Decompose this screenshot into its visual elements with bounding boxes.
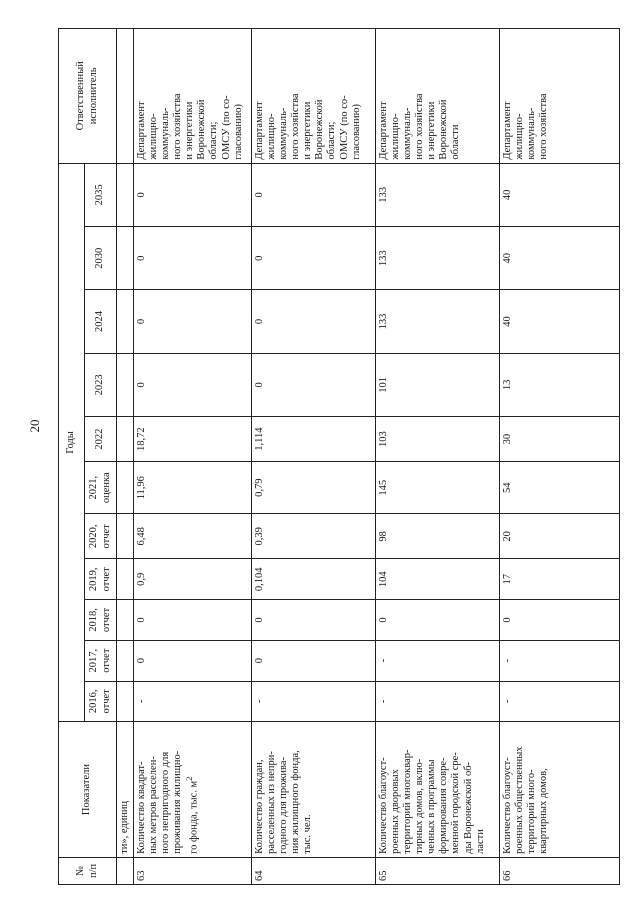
rotated-page: [58, 28, 620, 885]
rotated-table-container: [58, 28, 620, 885]
row-num: 64: [252, 857, 376, 884]
header-year: 2035: [85, 163, 117, 226]
row-value: 0: [134, 640, 252, 681]
row-value: 133: [376, 227, 500, 290]
continuation-num: [117, 857, 134, 884]
header-year: 2016, отчет: [85, 681, 117, 722]
header-year: 2017, отчет: [85, 640, 117, 681]
row-value: 103: [376, 417, 500, 462]
table-row: [376, 29, 500, 885]
row-value: -: [500, 681, 620, 722]
row-value: 0,9: [134, 559, 252, 600]
row-num: 65: [376, 857, 500, 884]
continuation-indicator: ти», единиц: [117, 722, 134, 858]
row-value: 0,79: [252, 462, 376, 514]
header-year: 2023: [85, 353, 117, 416]
row-value: 40: [500, 163, 620, 226]
page-number: 20: [27, 419, 42, 433]
row-value: 0: [134, 600, 252, 641]
row-value: 0: [252, 640, 376, 681]
row-value: 0: [134, 227, 252, 290]
header-year: 2022: [85, 417, 117, 462]
row-value: 0: [134, 353, 252, 416]
row-value: 0: [252, 227, 376, 290]
row-value: 101: [376, 353, 500, 416]
row-value: 0: [252, 600, 376, 641]
row-value: -: [500, 640, 620, 681]
row-value: 104: [376, 559, 500, 600]
row-value: 11,96: [134, 462, 252, 514]
row-value: 0: [376, 600, 500, 641]
table-row: [500, 29, 620, 885]
row-value: 20: [500, 514, 620, 559]
row-num: 66: [500, 857, 620, 884]
row-indicator: Количество благоуст- роенных общественных территорий много- квартирных домов,: [500, 722, 620, 858]
row-value: 30: [500, 417, 620, 462]
header-num: № п/п: [59, 857, 117, 884]
table-row: [252, 29, 376, 885]
row-value: 0: [252, 163, 376, 226]
row-responsible: Департамент жилищно- коммуналь- ного хозяйства и энергетики Воронежской области; ОМСУ (по со- гласованию): [134, 29, 252, 164]
row-value: -: [376, 681, 500, 722]
header-year: 2020, отчет: [85, 514, 117, 559]
row-value: 145: [376, 462, 500, 514]
row-value: 0: [252, 353, 376, 416]
header-responsible: Ответственный исполнитель: [59, 29, 117, 164]
row-value: 0: [500, 600, 620, 641]
row-value: 0,39: [252, 514, 376, 559]
row-responsible: Департамент жилищно- коммуналь- ного хозяйства и энергетики Воронежской области; ОМСУ (по со- гласованию): [252, 29, 376, 164]
header-indicator: Показатели: [59, 722, 117, 858]
row-indicator: Количество благоуст- роенных дворовых территорий многоквар- тирных домов, вклю- ченных в программы формирования совре- менной городской сре- ды Воронежской об- ласти: [376, 722, 500, 858]
row-indicator: Количество квадрат- ных метров расселен- ного непригодного для проживания жилищно- го фонда, тыс. $м^2$: [134, 722, 252, 858]
row-num: 63: [134, 857, 252, 884]
row-value: -: [134, 681, 252, 722]
row-value: 18,72: [134, 417, 252, 462]
header-year: 2018, отчет: [85, 600, 117, 641]
header-row-1: [59, 29, 85, 885]
row-value: 0,104: [252, 559, 376, 600]
row-value: 0: [252, 290, 376, 353]
table-row: [134, 29, 252, 885]
row-value: 98: [376, 514, 500, 559]
row-value: 1,114: [252, 417, 376, 462]
header-year: 2024: [85, 290, 117, 353]
indicators-table: [58, 28, 620, 885]
row-value: 133: [376, 290, 500, 353]
row-value: 40: [500, 290, 620, 353]
row-value: -: [376, 640, 500, 681]
row-indicator: Количество граждан, расселенных из непри- годного для прожива- ния жилищного фонда, тыс. чел.: [252, 722, 376, 858]
row-value: 40: [500, 227, 620, 290]
header-year: 2019, отчет: [85, 559, 117, 600]
row-value: 133: [376, 163, 500, 226]
header-year: 2030: [85, 227, 117, 290]
row-value: 0: [134, 163, 252, 226]
header-years: Годы: [59, 163, 85, 722]
row-responsible: Департамент жилищно- коммуналь- ного хозяйства и энергетики Воронежской области: [376, 29, 500, 164]
row-value: 17: [500, 559, 620, 600]
continuation-row: [117, 29, 134, 885]
row-value: 0: [134, 290, 252, 353]
header-year: 2021, оценка: [85, 462, 117, 514]
row-responsible: Департамент жилищно- коммуналь- ного хозяйства: [500, 29, 620, 164]
row-value: 6,48: [134, 514, 252, 559]
row-value: -: [252, 681, 376, 722]
row-value: 13: [500, 353, 620, 416]
row-value: 54: [500, 462, 620, 514]
